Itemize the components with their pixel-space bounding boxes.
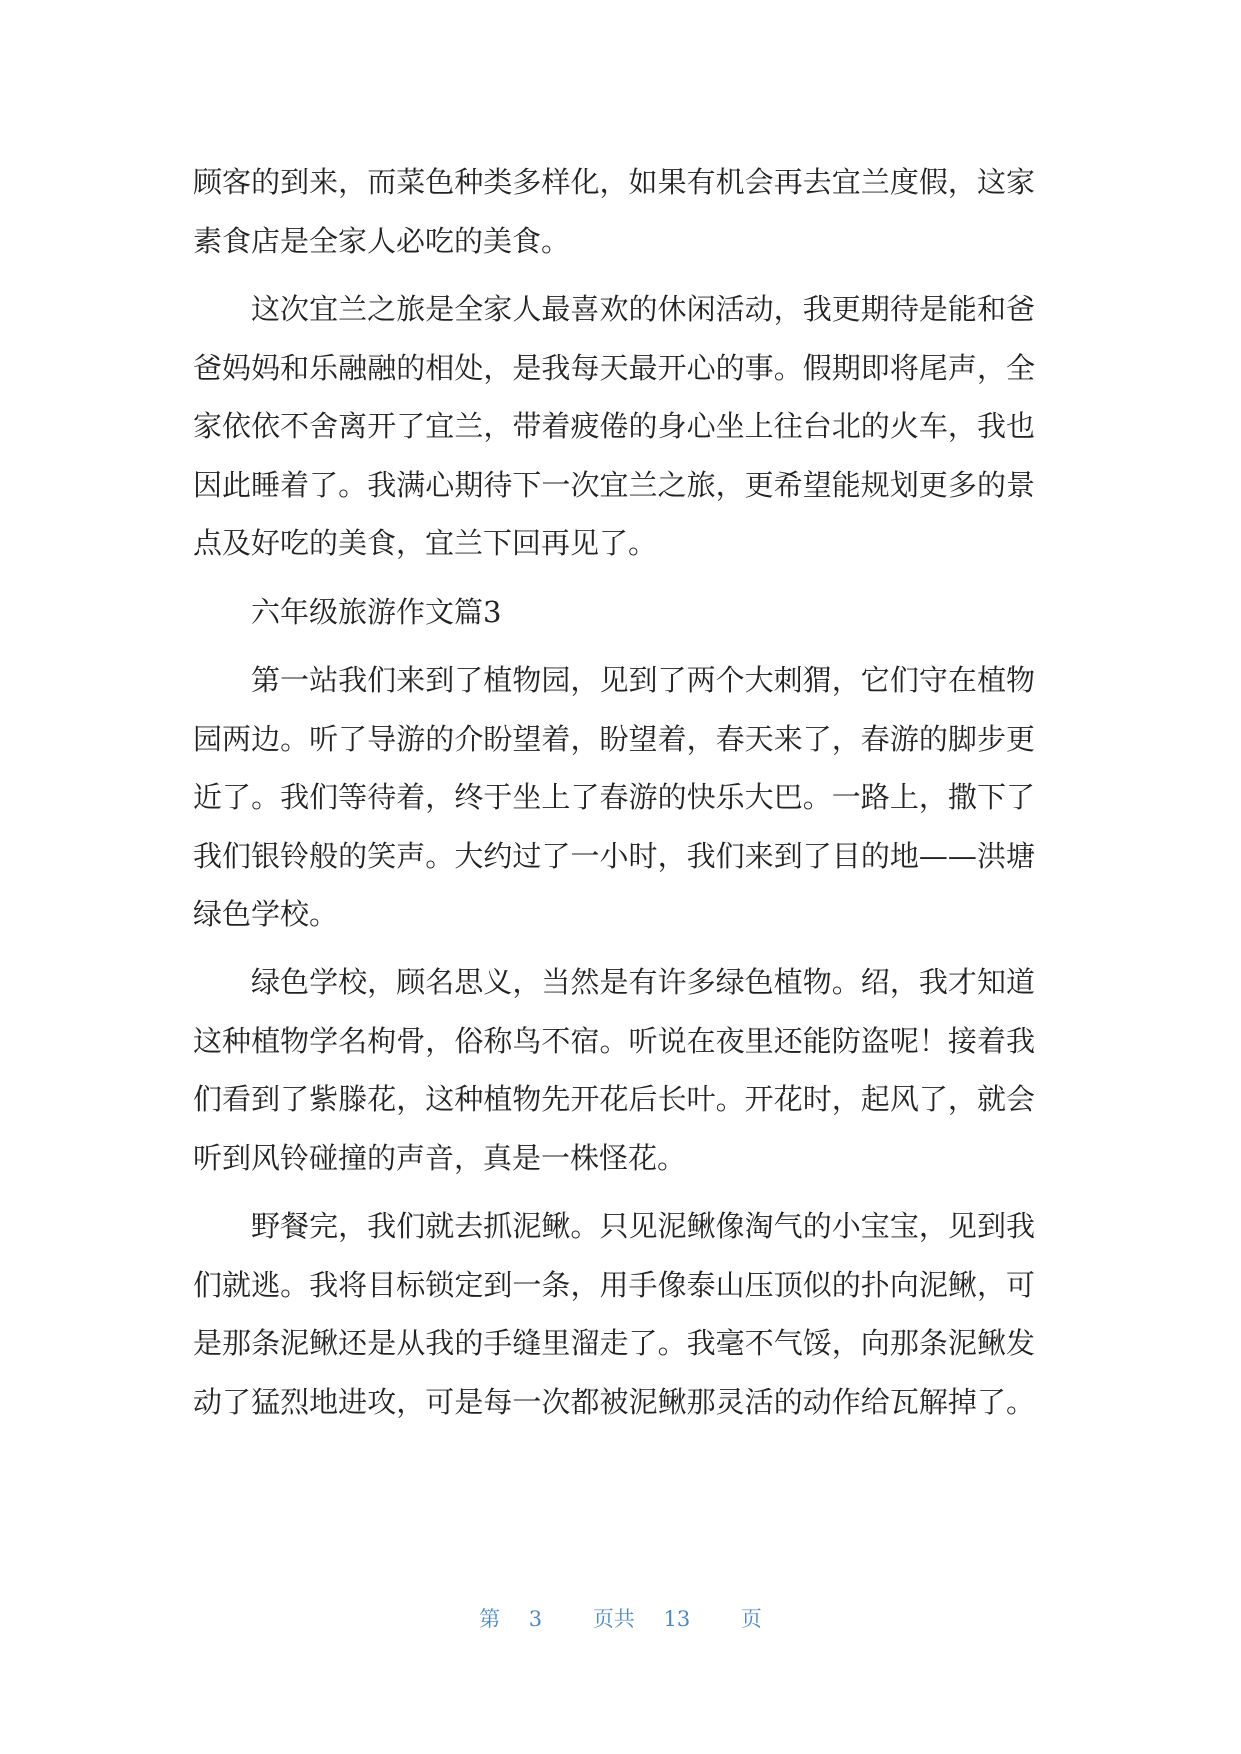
footer-current-page: 3 — [528, 1607, 543, 1631]
paragraph-3-line-5: 绿色学校。 — [193, 897, 339, 931]
paragraph-2-line-5: 点及好吃的美食，宜兰下回再见了。 — [193, 526, 658, 560]
paragraph-1-line-2: 素食店是全家人必吃的美食。 — [193, 224, 571, 258]
page-footer — [0, 1603, 1241, 1633]
footer-total-pages: 13 — [663, 1607, 691, 1631]
section-heading: 六年级旅游作文篇3 — [251, 595, 502, 629]
paragraph-3-line-1: 第一站我们来到了植物园，见到了两个大刺猬，它们守在植物 — [251, 663, 1035, 697]
paragraph-2-line-1: 这次宜兰之旅是全家人最喜欢的休闲活动，我更期待是能和爸 — [251, 292, 1035, 326]
footer-label-ye: 页 — [740, 1607, 762, 1631]
paragraph-5-line-1: 野餐完，我们就去抓泥鳅。只见泥鳅像淘气的小宝宝，见到我 — [251, 1209, 1035, 1243]
paragraph-4-line-1: 绿色学校，顾名思义，当然是有许多绿色植物。绍，我才知道 — [251, 965, 1035, 999]
footer-label-di: 第 — [479, 1607, 501, 1631]
paragraph-3-line-2: 园两边。听了导游的介盼望着，盼望着，春天来了，春游的脚步更 — [193, 722, 1035, 756]
paragraph-3-line-4: 我们银铃般的笑声。大约过了一小时，我们来到了目的地——洪塘 — [193, 839, 1035, 873]
paragraph-2-line-3: 家依依不舍离开了宜兰，带着疲倦的身心坐上往台北的火车，我也 — [193, 409, 1035, 443]
footer-label-ye-gong: 页共 — [592, 1607, 635, 1631]
paragraph-4-line-2: 这种植物学名枸骨，俗称鸟不宿。听说在夜里还能防盗呢！接着我 — [193, 1024, 1035, 1058]
paragraph-5-line-3: 是那条泥鳅还是从我的手缝里溜走了。我毫不气馁，向那条泥鳅发 — [193, 1326, 1035, 1360]
paragraph-2-line-2: 爸妈妈和乐融融的相处，是我每天最开心的事。假期即将尾声，全 — [193, 351, 1035, 385]
paragraph-1-line-1: 顾客的到来，而菜色种类多样化，如果有机会再去宜兰度假，这家 — [193, 165, 1035, 199]
paragraph-4-line-4: 听到风铃碰撞的声音，真是一株怪花。 — [193, 1141, 687, 1175]
paragraph-2-line-4: 因此睡着了。我满心期待下一次宜兰之旅，更希望能规划更多的景 — [193, 468, 1035, 502]
paragraph-3-line-3: 近了。我们等待着，终于坐上了春游的快乐大巴。一路上，撒下了 — [193, 780, 1035, 814]
paragraph-5-line-2: 们就逃。我将目标锁定到一条，用手像泰山压顶似的扑向泥鳅，可 — [193, 1268, 1035, 1302]
paragraph-4-line-3: 们看到了紫滕花，这种植物先开花后长叶。开花时，起风了，就会 — [193, 1082, 1035, 1116]
paragraph-5-line-4: 动了猛烈地进攻，可是每一次都被泥鳅那灵活的动作给瓦解掉了。 — [193, 1385, 1035, 1419]
